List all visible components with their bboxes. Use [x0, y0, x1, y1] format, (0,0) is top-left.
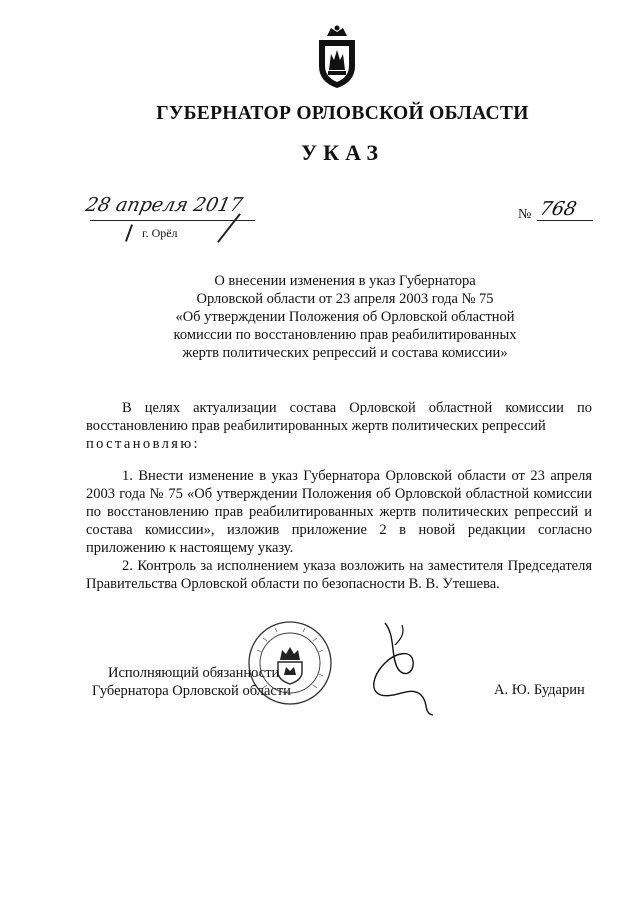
issuing-authority: ГУБЕРНАТОР ОРЛОВСКОЙ ОБЛАСТИ [156, 103, 529, 124]
place-of-issue: г. Орёл [142, 226, 178, 240]
place-bracket-left [125, 224, 133, 242]
position-line-2: Губернатора Орловской области [92, 683, 291, 699]
handwritten-number: 768 [537, 198, 579, 220]
preamble-paragraph [86, 399, 592, 453]
document-type: УКАЗ [300, 140, 385, 165]
handwritten-date: 28 апреля 2017 [83, 194, 245, 216]
title-line: «Об утверждении Положения об Орловской областной [175, 309, 515, 325]
document-title [130, 272, 560, 362]
title-line: Орловской области от 23 апреля 2003 года № 75 [196, 291, 494, 307]
decree-item-2: 2. Контроль за исполнением указа возложить на заместителя Председателя Правительства Орловской области по безопасности В. В. Утешева. [86, 558, 592, 592]
number-underline [537, 220, 593, 221]
title-line: комиссии по восстановлению прав реабилитированных [173, 327, 517, 343]
coat-of-arms-icon [313, 24, 361, 90]
signatory-name: А. Ю. Бударин [494, 682, 585, 698]
date-underline [90, 220, 255, 221]
preamble-text: В целях актуализации состава Орловской областной комиссии по восстановлению прав реабилитированных жертв политических репрессий [86, 400, 592, 434]
decree-word: постановляю: [86, 436, 200, 452]
number-label: № [518, 207, 532, 222]
title-line: жертв политических репрессий и состава комиссии» [182, 345, 508, 361]
title-line: О внесении изменения в указ Губернатора [214, 273, 476, 289]
signatory-position [92, 664, 291, 700]
position-line-1: Исполняющий обязанности [108, 665, 280, 681]
handwritten-signature [355, 615, 475, 725]
decree-item-1: 1. Внести изменение в указ Губернатора Орловской области от 23 апреля 2003 года № 75 «Об утверждении Положения об Орловской областной комиссии по восстановлению прав реабилитированных жертв политических репрессий и состава комиссии», изложив приложение 2 в новой редакции согласно приложению к настоящему указу. [86, 468, 592, 556]
place-bracket-right [217, 213, 241, 243]
decree-items [86, 467, 592, 593]
